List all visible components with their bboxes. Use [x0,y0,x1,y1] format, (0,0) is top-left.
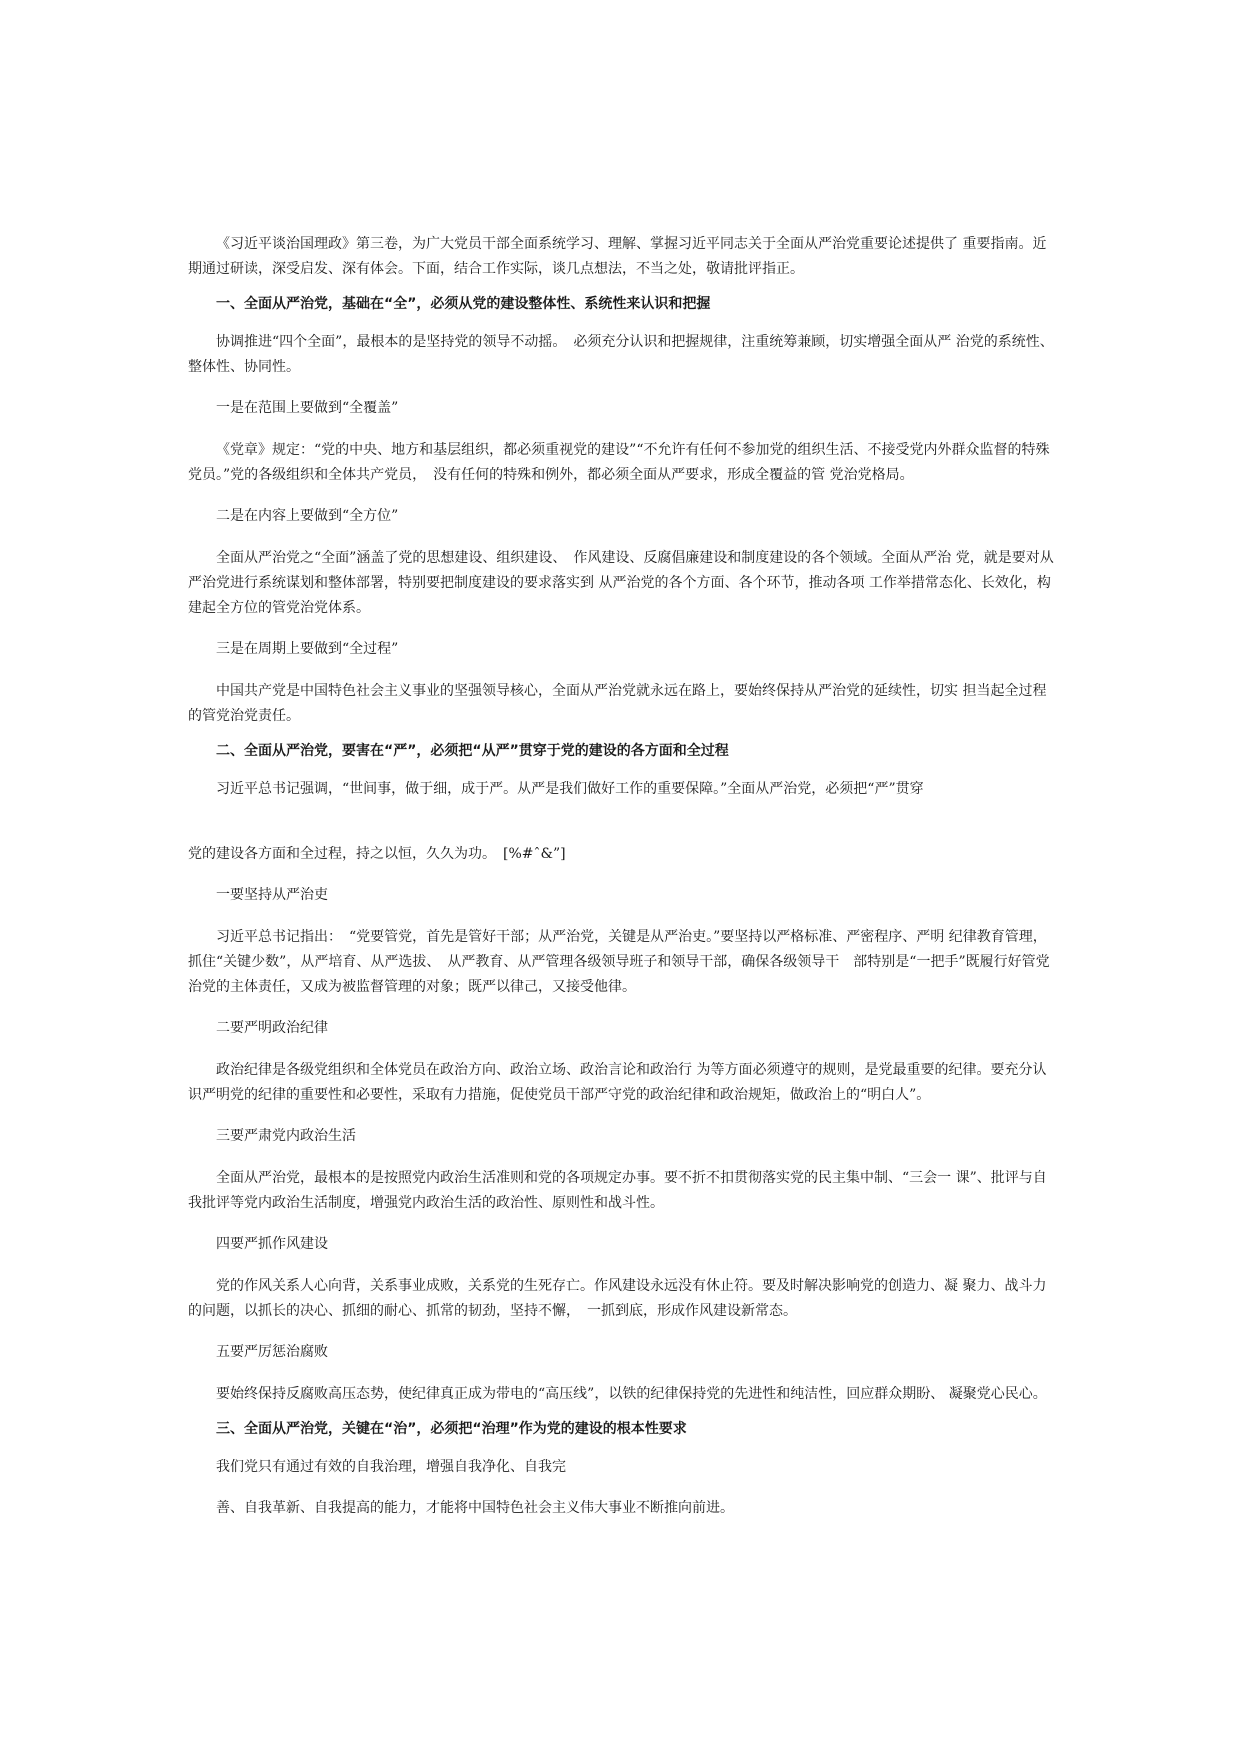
paragraph: 要始终保持反腐败高压态势，使纪律真正成为带电的“高压线”，以铁的纪律保持党的先进性和纯洁性，回应群众期盼、 凝聚党心民心。 [216,1386,1047,1402]
subheading: 一要坚持从严治吏 [216,887,328,903]
paragraph: 协调推进“四个全面”，最根本的是坚持党的领导不动摇。 必须充分认识和把握规律，注重统筹兼顾，切实增强全面从严 治党的系统性、整体性、协同性。 [188,334,1054,375]
paragraph: 中国共产党是中国特色社会主义事业的坚强领导核心，全面从严治党就永远在路上，要始终保持从严治党的延续性，切实 担当起全过程的管党治党责任。 [188,683,1047,724]
document-body [188,232,1056,1537]
section-2-heading: 二、全面从严治党，要害在“严”，必须把“从严”贯穿于党的建设的各方面和全过程 [216,743,729,759]
paragraph: 党的作风关系人心向背，关系事业成败，关系党的生死存亡。作风建设永远没有休止符。要及时解决影响党的创造力、凝 聚力、战斗力的问题，以抓长的决心、抓细的耐心、抓常的韧劲，坚持不懈， 一抓到底，形成作风建设新常态。 [188,1278,1047,1319]
paragraph: 全面从严治党之“全面”涵盖了党的思想建设、组织建设、 作风建设、反腐倡廉建设和制度建设的各个领域。全面从严治 党，就是要对从严治党进行系统谋划和整体部署，特别要把制度建设的要求落实到 从严治党的各个方面、各个环节，推动各项 工作举措常态化、长效化，构建起全方位的管党治党体系。 [188,550,1054,616]
paragraph: 习近平总书记强调，“世间事，做于细，成于严。从严是我们做好工作的重要保障。”全面从严治党，必须把“严”贯穿 [216,781,924,797]
paragraph: 我们党只有通过有效的自我治理，增强自我净化、自我完 [216,1459,566,1475]
section-1-heading: 一、全面从严治党，基础在“全”，必须从党的建设整体性、系统性来认识和把握 [216,296,711,312]
intro-paragraph: 《习近平谈治国理政》第三卷，为广大党员干部全面系统学习、理解、掌握习近平同志关于全面从严治党重要论述提供了 重要指南。近期通过研读，深受启发、深有体会。下面，结合工作实际，谈几点想法，不当之处，敬请批评指正。 [188,236,1047,277]
subheading: 四要严抓作风建设 [216,1236,328,1252]
subheading: 三要严肃党内政治生活 [216,1128,356,1144]
paragraph: 《党章》规定：“党的中央、地方和基层组织，都必须重视党的建设”“不允许有任何不参加党的组织生活、不接受党内外群众监督的特殊党员。”党的各级组织和全体共产党员， 没有任何的特殊和例外，都必须全面从严要求，形成全覆益的管 党治党格局。 [188,442,1050,483]
subheading: 三是在周期上要做到“全过程” [216,641,399,657]
subheading: 五要严厉惩治腐败 [216,1344,328,1360]
subheading: 一是在范围上要做到“全覆盖” [216,400,399,416]
paragraph: 全面从严治党，最根本的是按照党内政治生活准则和党的各项规定办事。要不折不扣贯彻落实党的民主集中制、“三会一 课”、批评与自我批评等党内政治生活制度，增强党内政治生活的政治性、原则性和战斗性。 [188,1170,1047,1211]
subheading: 二要严明政治纪律 [216,1020,328,1036]
paragraph-continuation: 党的建设各方面和全过程，持之以恒，久久为功。 [%#ˆ&”] [188,846,566,862]
subheading: 二是在内容上要做到“全方位” [216,508,399,524]
paragraph: 善、自我革新、自我提高的能力，才能将中国特色社会主义伟大事业不断推向前进。 [216,1500,734,1516]
section-3-heading: 三、全面从严治党，关键在“治”，必须把“治理”作为党的建设的根本性要求 [216,1421,687,1437]
paragraph: 习近平总书记指出： “党要管党，首先是管好干部；从严治党，关键是从严治吏。”要坚持以严格标准、严密程序、严明 纪律教育管理，抓住“关键少数”，从严培育、从严选拔、 从严教育、从严管理各级领导班子和领导干部，确保各级领导干 部特别是“一把手”既履行好管党治党的主体责任，又成为被监督管理的对象；既严以律己，又接受他律。 [188,929,1050,995]
paragraph: 政治纪律是各级党组织和全体党员在政治方向、政治立场、政治言论和政治行 为等方面必须遵守的规则，是党最重要的纪律。要充分认识严明党的纪律的重要性和必要性，采取有力措施，促使党员干部严守党的政治纪律和政治规矩，做政治上的“明白人”。 [188,1062,1047,1103]
